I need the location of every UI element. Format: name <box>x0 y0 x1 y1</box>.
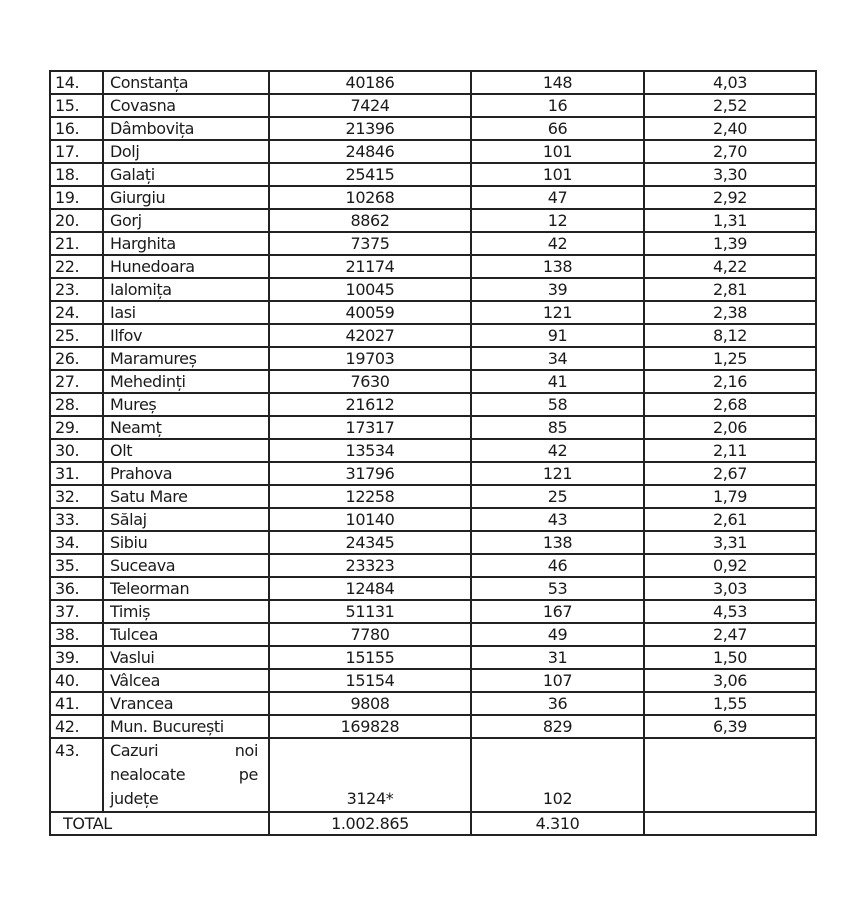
county-name: Maramureș <box>103 347 269 370</box>
table-row <box>50 278 816 301</box>
row-number: 14. <box>50 71 103 94</box>
row-number: 19. <box>50 186 103 209</box>
deaths-count: 829 <box>471 715 644 738</box>
table-row <box>50 393 816 416</box>
county-name: Teleorman <box>103 577 269 600</box>
incidence-rate: 3,30 <box>644 163 816 186</box>
unallocated-label-text <box>110 739 258 811</box>
table-row <box>50 577 816 600</box>
county-name: Mehedinți <box>103 370 269 393</box>
cases-count: 10140 <box>269 508 471 531</box>
table-row <box>50 186 816 209</box>
deaths-count: 43 <box>471 508 644 531</box>
cases-count: 15155 <box>269 646 471 669</box>
incidence-rate: 2,70 <box>644 140 816 163</box>
deaths-count: 47 <box>471 186 644 209</box>
incidence-rate: 1,50 <box>644 646 816 669</box>
deaths-count: 16 <box>471 94 644 117</box>
county-name: Vaslui <box>103 646 269 669</box>
deaths-count: 12 <box>471 209 644 232</box>
row-number: 42. <box>50 715 103 738</box>
incidence-rate: 2,81 <box>644 278 816 301</box>
cases-count: 23323 <box>269 554 471 577</box>
row-number: 26. <box>50 347 103 370</box>
table-row <box>50 692 816 715</box>
row-number: 30. <box>50 439 103 462</box>
incidence-rate: 1,31 <box>644 209 816 232</box>
cases-count: 42027 <box>269 324 471 347</box>
table-row <box>50 209 816 232</box>
cases-count: 31796 <box>269 462 471 485</box>
deaths-count: 46 <box>471 554 644 577</box>
row-number: 17. <box>50 140 103 163</box>
county-name: Olt <box>103 439 269 462</box>
cases-count: 40186 <box>269 71 471 94</box>
row-number: 25. <box>50 324 103 347</box>
cases-count: 17317 <box>269 416 471 439</box>
table-row <box>50 301 816 324</box>
table-row <box>50 531 816 554</box>
incidence-rate: 2,16 <box>644 370 816 393</box>
county-name: Vrancea <box>103 692 269 715</box>
cases-count: 8862 <box>269 209 471 232</box>
table-row <box>50 485 816 508</box>
cases-count: 19703 <box>269 347 471 370</box>
table-row-unallocated <box>50 738 816 812</box>
cases-count: 7424 <box>269 94 471 117</box>
deaths-count: 167 <box>471 600 644 623</box>
deaths-count: 102 <box>471 738 644 812</box>
incidence-rate: 2,67 <box>644 462 816 485</box>
deaths-count: 148 <box>471 71 644 94</box>
incidence-rate: 3,06 <box>644 669 816 692</box>
incidence-rate: 1,25 <box>644 347 816 370</box>
table-row <box>50 439 816 462</box>
incidence-rate: 2,92 <box>644 186 816 209</box>
county-name: Ilfov <box>103 324 269 347</box>
county-name: Timiș <box>103 600 269 623</box>
incidence-rate: 2,47 <box>644 623 816 646</box>
table-row <box>50 324 816 347</box>
incidence-rate: 8,12 <box>644 324 816 347</box>
total-rate <box>644 812 816 835</box>
county-name: Prahova <box>103 462 269 485</box>
deaths-count: 34 <box>471 347 644 370</box>
deaths-count: 138 <box>471 255 644 278</box>
row-number: 18. <box>50 163 103 186</box>
incidence-rate: 2,61 <box>644 508 816 531</box>
deaths-count: 42 <box>471 232 644 255</box>
row-number: 35. <box>50 554 103 577</box>
county-name: Tulcea <box>103 623 269 646</box>
county-name: Dolj <box>103 140 269 163</box>
incidence-rate: 6,39 <box>644 715 816 738</box>
table-row <box>50 71 816 94</box>
cases-count: 10268 <box>269 186 471 209</box>
total-label: TOTAL <box>50 812 269 835</box>
row-number: 20. <box>50 209 103 232</box>
table-row <box>50 600 816 623</box>
county-name: Neamț <box>103 416 269 439</box>
deaths-count: 58 <box>471 393 644 416</box>
label-line: nealocate pe <box>110 765 258 784</box>
cases-count: 21174 <box>269 255 471 278</box>
county-name: Harghita <box>103 232 269 255</box>
county-name: Mureș <box>103 393 269 416</box>
county-name: Mun. București <box>103 715 269 738</box>
county-name: Vâlcea <box>103 669 269 692</box>
incidence-rate: 1,55 <box>644 692 816 715</box>
table-row <box>50 117 816 140</box>
row-number: 23. <box>50 278 103 301</box>
total-deaths: 4.310 <box>471 812 644 835</box>
incidence-rate: 2,52 <box>644 94 816 117</box>
deaths-count: 91 <box>471 324 644 347</box>
cases-count: 7630 <box>269 370 471 393</box>
county-name: Gorj <box>103 209 269 232</box>
table-row <box>50 140 816 163</box>
cases-count: 40059 <box>269 301 471 324</box>
table-row <box>50 508 816 531</box>
row-number: 40. <box>50 669 103 692</box>
county-name: Covasna <box>103 94 269 117</box>
total-cases: 1.002.865 <box>269 812 471 835</box>
unallocated-label <box>103 738 269 812</box>
deaths-count: 138 <box>471 531 644 554</box>
table-row <box>50 554 816 577</box>
incidence-rate: 2,40 <box>644 117 816 140</box>
row-number: 37. <box>50 600 103 623</box>
row-number: 31. <box>50 462 103 485</box>
deaths-count: 36 <box>471 692 644 715</box>
row-number: 27. <box>50 370 103 393</box>
deaths-count: 101 <box>471 163 644 186</box>
deaths-count: 121 <box>471 301 644 324</box>
incidence-rate: 1,79 <box>644 485 816 508</box>
deaths-count: 101 <box>471 140 644 163</box>
incidence-rate: 2,38 <box>644 301 816 324</box>
row-number: 15. <box>50 94 103 117</box>
table-row <box>50 416 816 439</box>
cases-count: 24345 <box>269 531 471 554</box>
cases-count: 3124* <box>269 738 471 812</box>
deaths-count: 66 <box>471 117 644 140</box>
deaths-count: 49 <box>471 623 644 646</box>
incidence-rate: 1,39 <box>644 232 816 255</box>
table-row <box>50 94 816 117</box>
row-number: 36. <box>50 577 103 600</box>
county-name: Constanța <box>103 71 269 94</box>
cases-count: 21612 <box>269 393 471 416</box>
cases-count: 21396 <box>269 117 471 140</box>
row-number: 41. <box>50 692 103 715</box>
cases-count: 10045 <box>269 278 471 301</box>
row-number: 38. <box>50 623 103 646</box>
county-name: Hunedoara <box>103 255 269 278</box>
deaths-count: 85 <box>471 416 644 439</box>
incidence-rate: 2,68 <box>644 393 816 416</box>
table-row <box>50 462 816 485</box>
county-name: Ialomița <box>103 278 269 301</box>
table-row <box>50 669 816 692</box>
cases-count: 169828 <box>269 715 471 738</box>
row-number: 34. <box>50 531 103 554</box>
cases-count: 9808 <box>269 692 471 715</box>
cases-count: 15154 <box>269 669 471 692</box>
row-number: 32. <box>50 485 103 508</box>
cases-count: 25415 <box>269 163 471 186</box>
cases-count: 7780 <box>269 623 471 646</box>
deaths-count: 39 <box>471 278 644 301</box>
row-number: 24. <box>50 301 103 324</box>
table-row-total <box>50 812 816 835</box>
county-name: Galați <box>103 163 269 186</box>
cases-count: 51131 <box>269 600 471 623</box>
label-line: Cazuri noi <box>110 741 258 760</box>
deaths-count: 31 <box>471 646 644 669</box>
row-number: 21. <box>50 232 103 255</box>
deaths-count: 121 <box>471 462 644 485</box>
row-number: 16. <box>50 117 103 140</box>
table-row <box>50 623 816 646</box>
incidence-rate: 0,92 <box>644 554 816 577</box>
incidence-rate: 4,53 <box>644 600 816 623</box>
county-name: Giurgiu <box>103 186 269 209</box>
table-row <box>50 347 816 370</box>
county-name: Sălaj <box>103 508 269 531</box>
cases-count: 7375 <box>269 232 471 255</box>
county-cases-table <box>49 70 817 836</box>
incidence-rate: 4,22 <box>644 255 816 278</box>
table-body <box>50 71 816 835</box>
row-number: 28. <box>50 393 103 416</box>
table-row <box>50 232 816 255</box>
row-number: 33. <box>50 508 103 531</box>
deaths-count: 42 <box>471 439 644 462</box>
cases-count: 12258 <box>269 485 471 508</box>
table-row <box>50 646 816 669</box>
cases-count: 12484 <box>269 577 471 600</box>
row-number: 22. <box>50 255 103 278</box>
incidence-rate: 2,11 <box>644 439 816 462</box>
deaths-count: 25 <box>471 485 644 508</box>
cases-count: 13534 <box>269 439 471 462</box>
incidence-rate: 4,03 <box>644 71 816 94</box>
deaths-count: 53 <box>471 577 644 600</box>
incidence-rate <box>644 738 816 812</box>
row-number: 43. <box>50 738 103 812</box>
row-number: 39. <box>50 646 103 669</box>
label-line: județe <box>110 789 159 808</box>
incidence-rate: 2,06 <box>644 416 816 439</box>
deaths-count: 107 <box>471 669 644 692</box>
county-name: Suceava <box>103 554 269 577</box>
table-row <box>50 255 816 278</box>
incidence-rate: 3,03 <box>644 577 816 600</box>
table-row <box>50 163 816 186</box>
county-name: Satu Mare <box>103 485 269 508</box>
table-row <box>50 715 816 738</box>
deaths-count: 41 <box>471 370 644 393</box>
county-name: Sibiu <box>103 531 269 554</box>
row-number: 29. <box>50 416 103 439</box>
incidence-rate: 3,31 <box>644 531 816 554</box>
county-name: Dâmbovița <box>103 117 269 140</box>
county-name: Iasi <box>103 301 269 324</box>
cases-count: 24846 <box>269 140 471 163</box>
table-row <box>50 370 816 393</box>
